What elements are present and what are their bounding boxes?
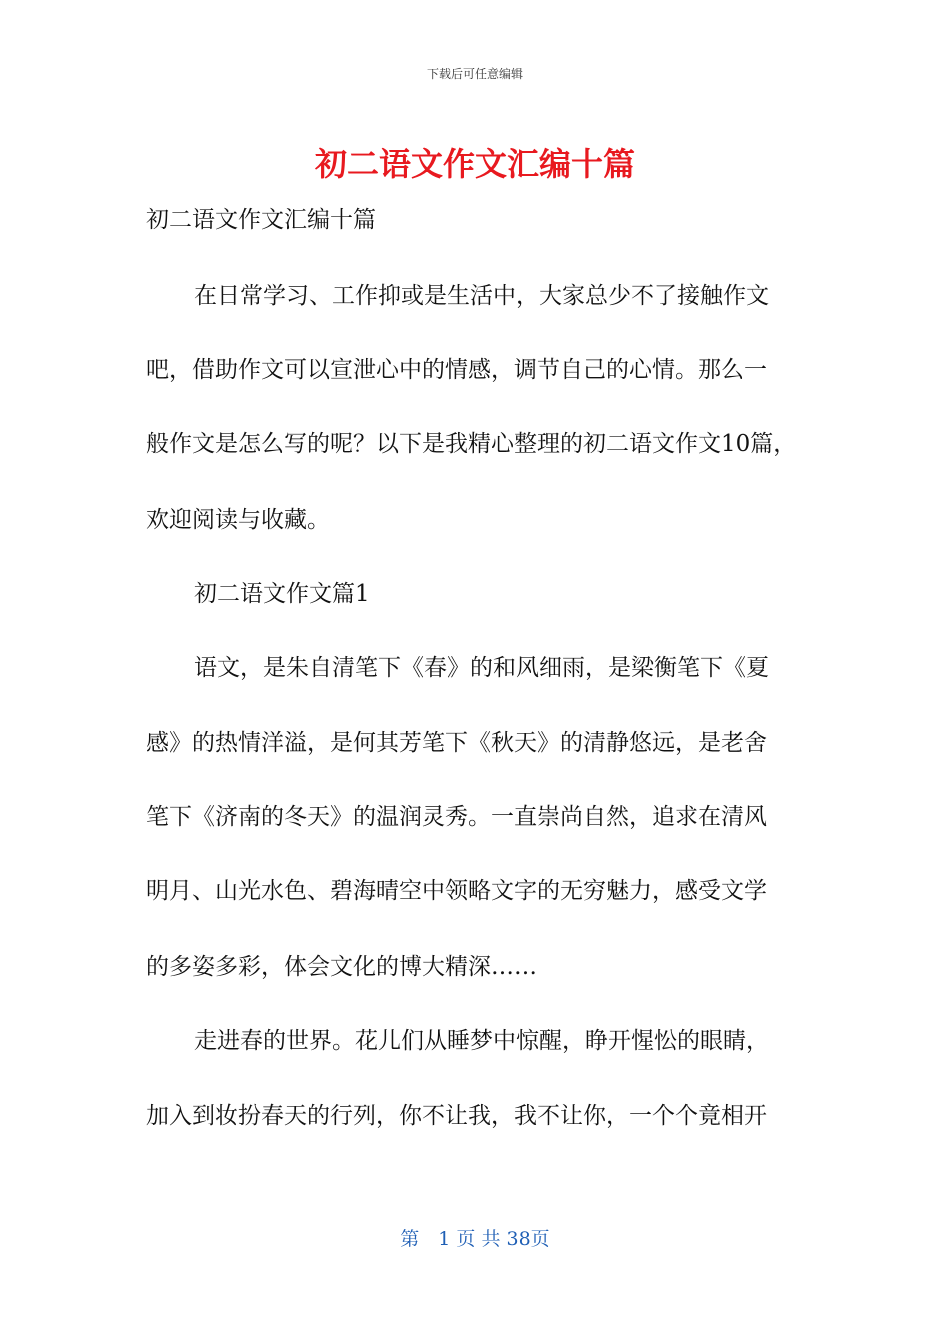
paragraph-line: 语文，是朱自清笔下《春》的和风细雨，是梁衡笔下《夏 (194, 655, 769, 681)
subtitle-line: 初二语文作文汇编十篇 (146, 207, 376, 233)
paragraph-line: 感》的热情洋溢，是何其芳笔下《秋天》的清静悠远，是老舍 (146, 730, 767, 756)
paragraph-line: 笔下《济南的冬天》的温润灵秀。一直崇尚自然，追求在清风 (146, 804, 767, 830)
page-number-footer: 第 1 页 共 38页 (400, 1228, 550, 1250)
paragraph-line: 加入到妆扮春天的行列，你不让我，我不让你，一个个竟相开 (146, 1103, 767, 1129)
page-header-note: 下载后可任意编辑 (426, 67, 523, 81)
paragraph-line: 吧，借助作文可以宣泄心中的情感，调节自己的心情。那么一 (146, 357, 767, 383)
paragraph-line: 欢迎阅读与收藏。 (146, 507, 330, 533)
paragraph-line: 在日常学习、工作抑或是生活中，大家总少不了接触作文 (194, 283, 769, 309)
paragraph-line: 走进春的世界。花儿们从睡梦中惊醒，睁开惺忪的眼睛， (194, 1028, 769, 1054)
section-heading: 初二语文作文篇1 (194, 581, 370, 607)
paragraph-line: 明月、山光水色、碧海晴空中领略文字的无穷魅力，感受文学 (146, 878, 767, 904)
paragraph-line: 般作文是怎么写的呢？以下是我精心整理的初二语文作文10篇， (146, 431, 797, 457)
document-title: 初二语文作文汇编十篇 (314, 145, 635, 183)
paragraph-line: 的多姿多彩，体会文化的博大精深…… (146, 954, 537, 980)
